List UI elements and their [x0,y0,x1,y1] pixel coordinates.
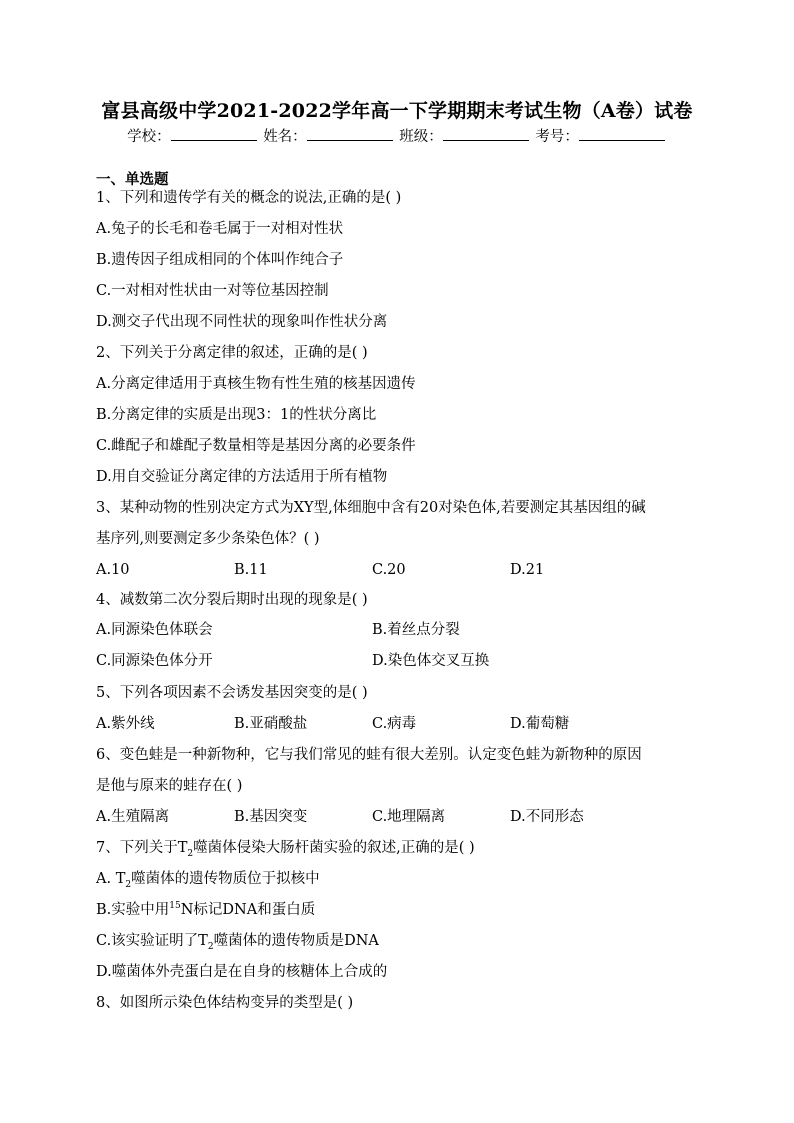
q7-option-a [96,870,320,888]
q5-option-d: D.葡萄糖 [510,716,570,732]
q7-stem-sub: 2 [187,848,194,859]
q3-option-a: A.10 [96,562,130,578]
q3-stem-line2: 基序列,则要测定多少条染色体？( ) [96,531,320,547]
q3-option-b: B.11 [234,562,268,578]
name-blank[interactable] [307,125,393,141]
q1-stem: 1、下列和遗传学有关的概念的说法,正确的是( ) [96,190,402,206]
q4-option-d: D.染色体交叉互换 [372,653,490,669]
q2-option-b: B.分离定律的实质是出现3：1的性状分离比 [96,407,377,423]
q1-option-a: A.兔子的长毛和卷毛属于一对相对性状 [96,221,344,237]
q6-option-a: A.生殖隔离 [96,809,170,825]
q7-c-sub: 2 [207,941,214,952]
q7-stem-post: 噬菌体侵染大肠杆菌实验的叙述,正确的是( ) [193,840,475,856]
q7-stem [96,839,475,857]
q4-stem: 4、减数第二次分裂后期时出现的现象是( ) [96,592,368,608]
q7-a-pre: A. T [96,871,126,887]
q3-option-d: D.21 [510,562,545,578]
school-label: 学校： [127,129,171,145]
q2-option-d: D.用自交验证分离定律的方法适用于所有植物 [96,469,388,485]
q6-stem-line2: 是他与原来的蛙存在( ) [96,778,243,794]
name-label: 姓名： [263,129,307,145]
exam-title: 富县高级中学2021-2022学年高一下学期期末考试生物（A卷）试卷 [101,100,693,122]
q7-b-sup: 15 [169,901,181,912]
q4-option-c: C.同源染色体分开 [96,653,213,669]
q1-option-c: C.一对相对性状由一对等位基因控制 [96,283,329,299]
q2-option-a: A.分离定律适用于真核生物有性生殖的核基因遗传 [96,376,416,392]
section-heading: 一、单选题 [96,171,169,188]
student-info-row [0,125,794,146]
q7-option-b [96,901,315,919]
q1-option-b: B.遗传因子组成相同的个体叫作纯合子 [96,252,344,268]
exam-number-blank[interactable] [579,125,665,141]
q7-a-sub: 2 [125,879,132,890]
q7-b-pre: B.实验中用 [96,902,170,918]
q2-option-c: C.雌配子和雄配子数量相等是基因分离的必要条件 [96,438,416,454]
exam-number-label: 考号： [535,129,579,145]
class-label: 班级： [399,129,443,145]
q7-b-post: N标记DNA和蛋白质 [180,902,316,918]
q7-stem-pre: 7、下列关于T [96,840,188,856]
q4-option-a: A.同源染色体联会 [96,622,213,638]
q5-option-c: C.病毒 [372,716,417,732]
q1-option-d: D.测交子代出现不同性状的现象叫作性状分离 [96,314,388,330]
q3-option-c: C.20 [372,562,406,578]
q6-option-c: C.地理隔离 [372,809,446,825]
q4-option-b: B.着丝点分裂 [372,622,460,638]
q6-option-d: D.不同形态 [510,809,584,825]
q7-c-post: 噬菌体的遗传物质是DNA [213,933,379,949]
class-blank[interactable] [443,125,529,141]
q6-option-b: B.基因突变 [234,809,308,825]
q7-a-post: 噬菌体的遗传物质位于拟核中 [131,871,320,887]
q5-option-a: A.紫外线 [96,716,155,732]
q5-option-b: B.亚硝酸盐 [234,716,308,732]
q7-option-d: D.噬菌体外壳蛋白是在自身的核糖体上合成的 [96,964,388,980]
q7-option-c [96,932,379,950]
q3-stem-line1: 3、某种动物的性别决定方式为XY型,体细胞中含有20对染色体,若要测定其基因组的碱 [96,500,646,516]
q7-c-pre: C.该实验证明了T [96,933,208,949]
q5-stem: 5、下列各项因素不会诱发基因突变的是( ) [96,685,368,701]
q8-stem: 8、如图所示染色体结构变异的类型是( ) [96,995,354,1011]
q2-stem: 2、下列关于分离定律的叙述，正确的是( ) [96,345,368,361]
school-blank[interactable] [171,125,257,141]
q6-stem-line1: 6、变色蛙是一种新物种，它与我们常见的蛙有很大差别。认定变色蛙为新物种的原因 [96,747,642,763]
